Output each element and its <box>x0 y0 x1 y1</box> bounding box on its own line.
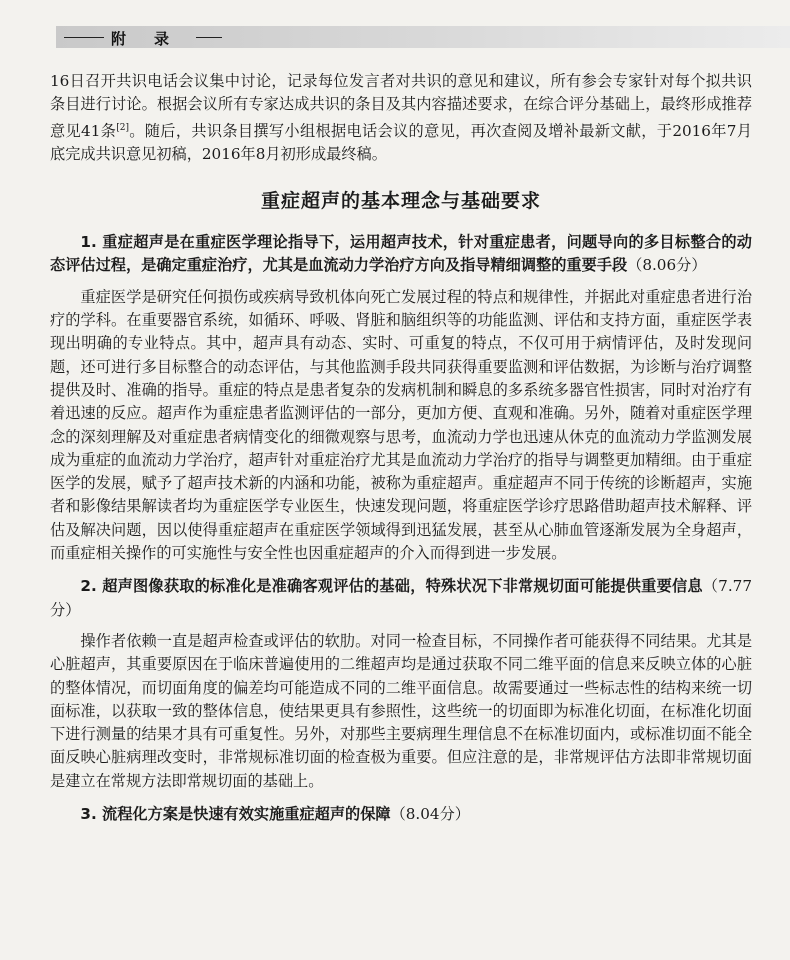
section-title: 重症超声的基本理念与基础要求 <box>260 190 541 213</box>
recommendation-score: （8.04分） <box>390 805 470 824</box>
recommendation-text: 3. 流程化方案是快速有效实施重症超声的保障 <box>80 805 391 824</box>
header-rule-right <box>196 37 222 38</box>
citation-ref: [2] <box>116 122 129 133</box>
recommendation-1-heading <box>50 231 752 278</box>
recommendation-1-body: 重症医学是研究任何损伤或疾病导致机体向死亡发展过程的特点和规律性，并据此对重症患者进行治疗的学科。在重要器官系统，如循环、呼吸、肾脏和脑组织等的功能监测、评估和支持方面，重症医学表现出明确的专业特点。其中，超声具有动态、实时、可重复的特点，不仅可用于病情评估，及时发现问题，还可进行多目标整合的动态评估，与其他监测手段共同获得重要监测和评估数据，为诊断与治疗调整提供及时、准确的指导。重症的特点是患者复杂的发病机制和瞬息的多系统多器官性损害，同时对治疗有着迅速的反应。超声作为重症患者监测评估的一部分，更加方便、直观和准确。另外，随着对重症医学理念的深刻理解及对重症患者病情变化的细微观察与思考，血流动力学也迅速从休克的血流动力学监测发展成为重症的血流动力学治疗，超声针对重症治疗尤其是血流动力学治疗的指导与调整更加精细。由于重症医学的发展，赋予了超声技术新的内涵和功能，被称为重症超声。重症超声不同于传统的诊断超声，实施者和影像结果解读者均为重症医学专业医生，快速发现问题，将重症医学诊疗思路借助超声技术解释、评估及解决问题，因以使得重症超声在重症医学领域得到迅猛发展，甚至从心肺血管逐渐发展为全身超声，而重症相关操作的可实施性与安全性也因重症超声的介入而得到进一步发展。 <box>50 287 752 563</box>
page-body <box>50 70 752 834</box>
recommendation-2-heading <box>50 575 752 622</box>
recommendation-text: 2. 超声图像获取的标准化是准确客观评估的基础，特殊状况下非常规切面可能提供重要信息 <box>80 577 703 596</box>
header-rule-left <box>64 37 104 38</box>
intro-text: 16日召开共识电话会议集中讨论，记录每位发言者对共识的意见和建议，所有参会专家针对每个拟共识条目进行讨论。根据会议所有专家达成共识的条目及其内容描述要求，在综合评分基础上，最终形成推荐意见41条 <box>50 72 752 140</box>
recommendation-score: （8.06分） <box>627 256 707 275</box>
recommendation-3-heading <box>50 803 752 826</box>
recommendation-2-body: 操作者依赖一直是超声检查或评估的软肋。对同一检查目标，不同操作者可能获得不同结果。尤其是心脏超声，其重要原因在于临床普遍使用的二维超声均是通过获取不同二维平面的信息来反映立体的心脏的整体情况，而切面角度的偏差均可能造成不同的二维平面信息。故需要通过一些标志性的结构来统一切面标准，以获取一致的整体信息，使结果更具有参照性，这些统一的切面即为标准化切面，在标准化切面下进行测量的结果才具有可重复性。另外，对那些主要病理生理信息不在标准切面内，或标准切面不能全面反映心脏病理改变时，非常规标准切面的检查极为重要。但应注意的是，非常规评估方法即非常规切面是建立在常规方法即常规切面的基础上。 <box>50 631 752 790</box>
intro-text-cont: 。随后，共识条目撰写小组根据电话会议的意见，再次查阅及增补最新文献，于2016年7月底完成共识意见初稿，2016年8月初形成最终稿。 <box>50 121 752 163</box>
running-header-label: 附录 <box>111 30 198 48</box>
recommendation-score: （7.77分） <box>50 577 752 619</box>
intro-paragraph <box>50 70 752 166</box>
recommendation-text: 1. 重症超声是在重症医学理论指导下，运用超声技术，针对重症患者，问题导向的多目标整合的动态评估过程，是确定重症治疗，尤其是血流动力学治疗方向及指导精细调整的重要手段 <box>50 233 752 275</box>
